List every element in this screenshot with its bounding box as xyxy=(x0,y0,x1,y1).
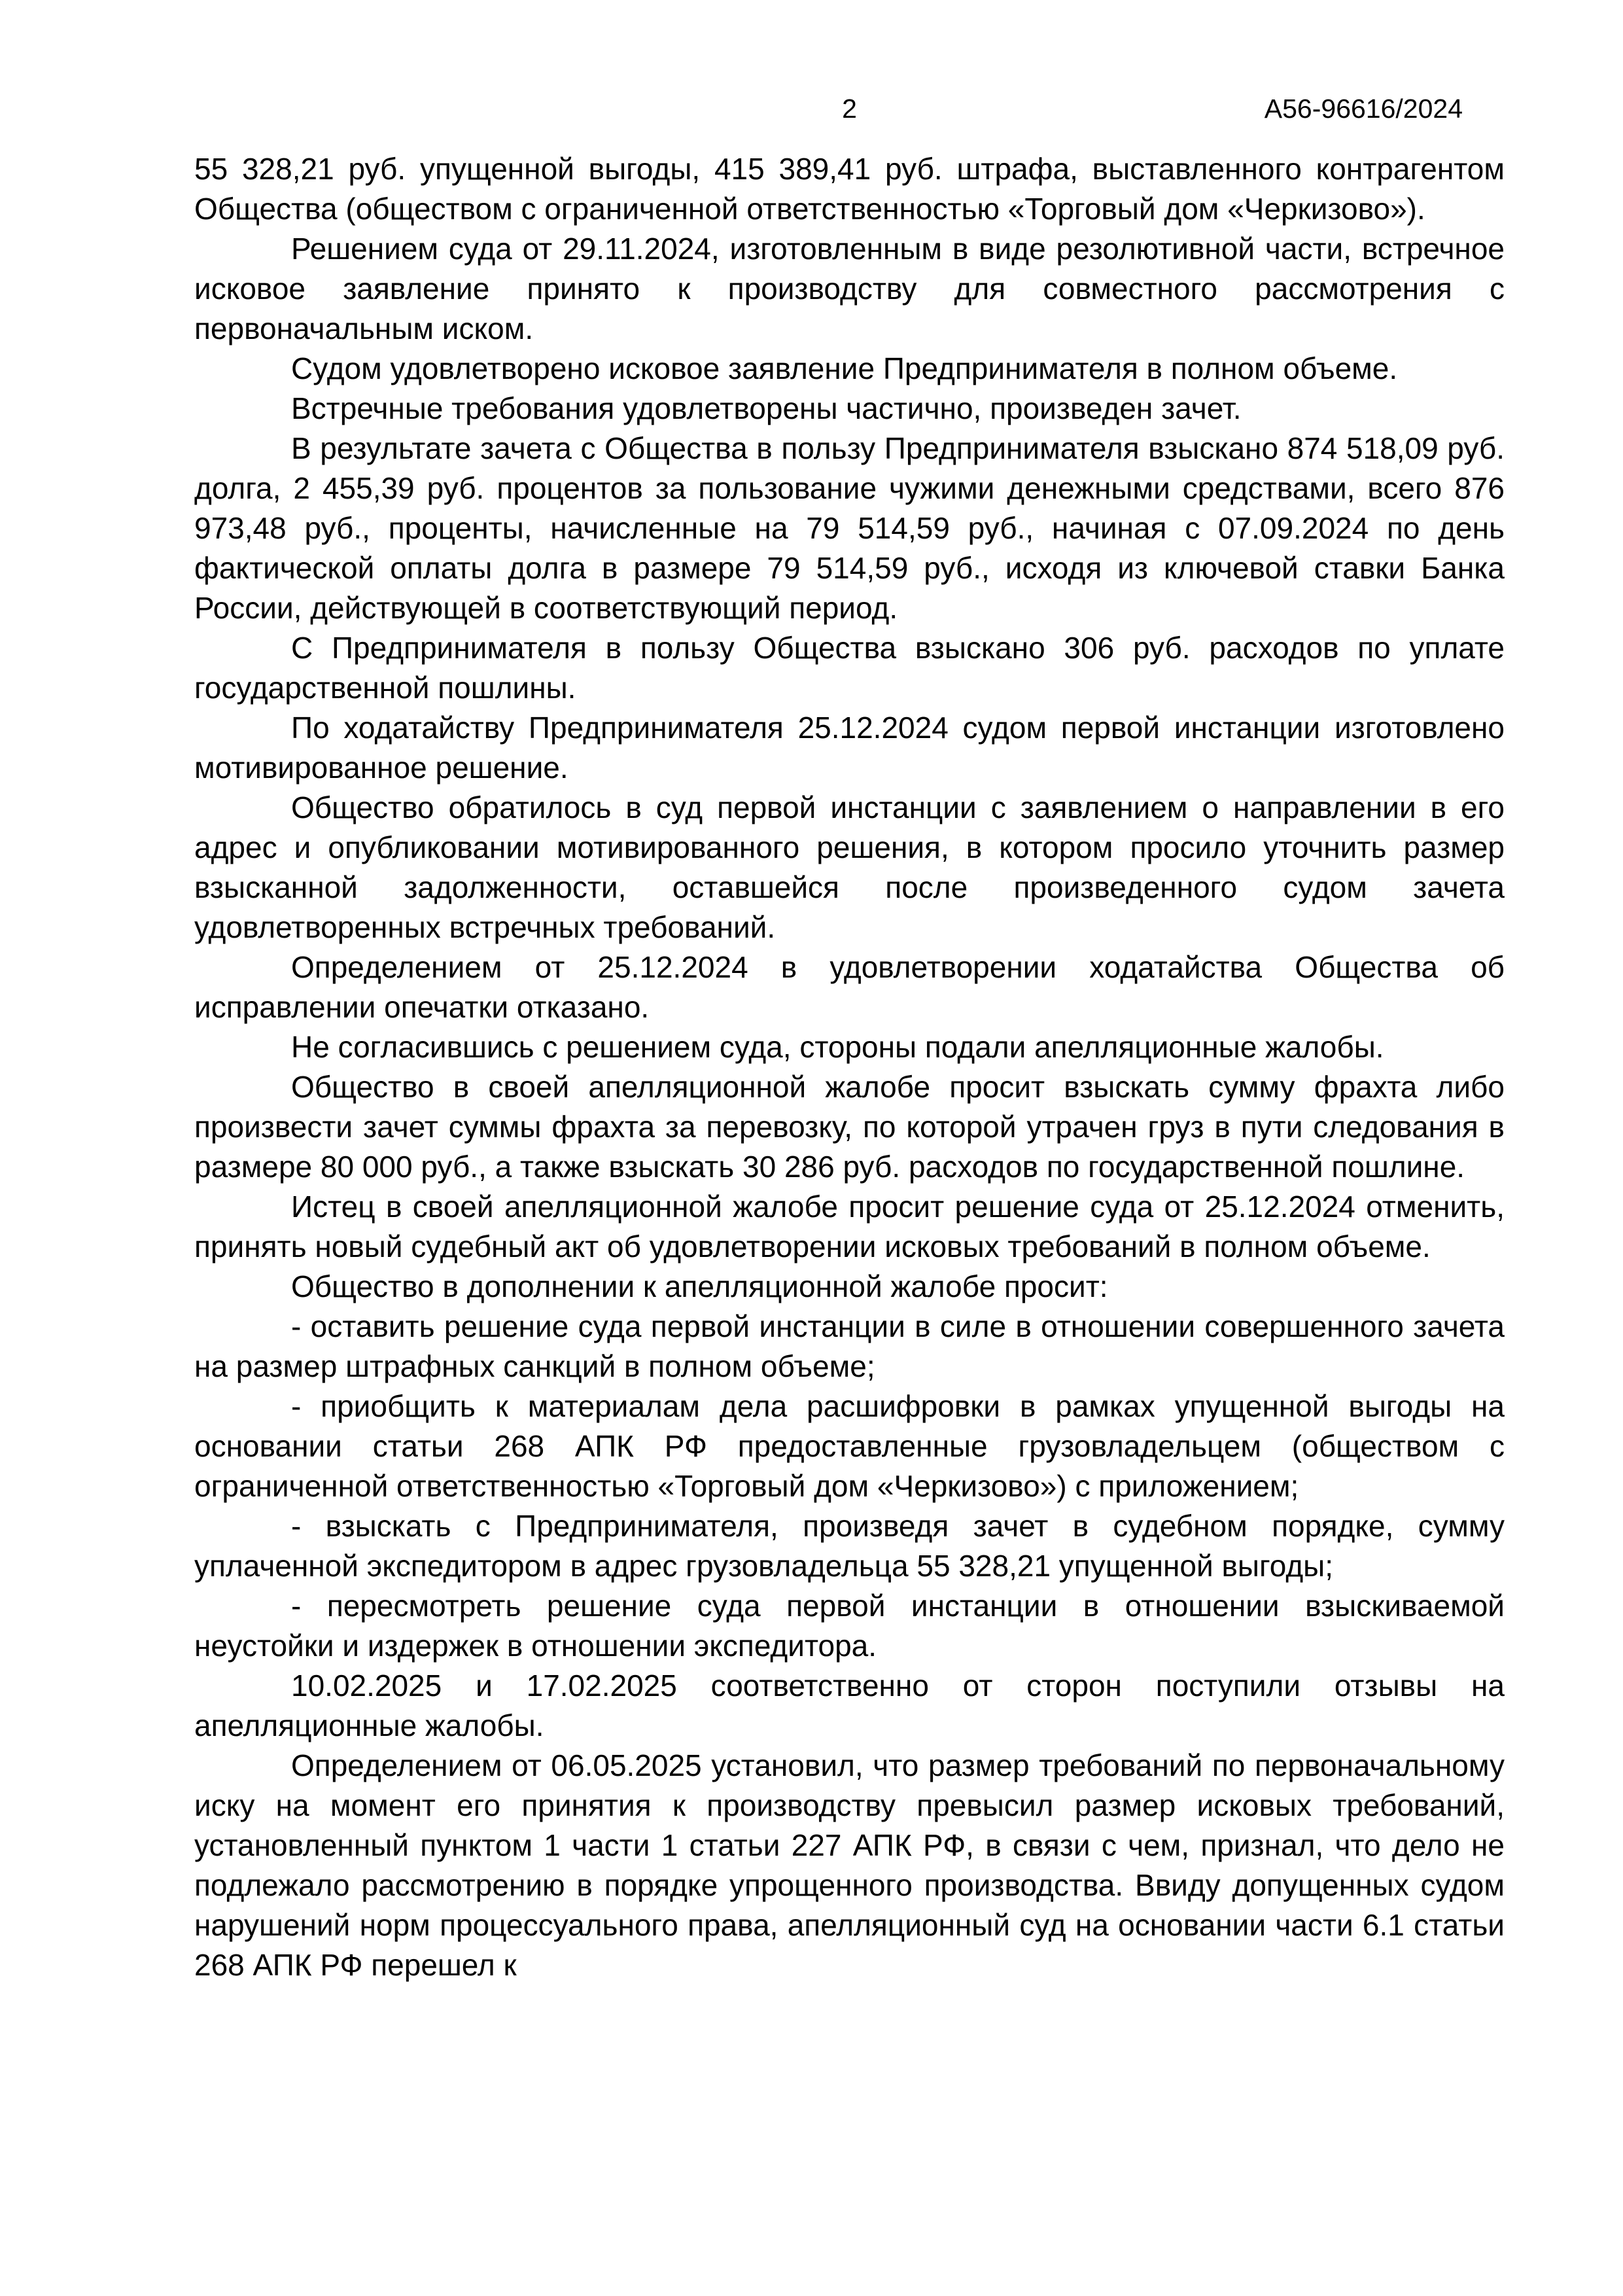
paragraph: Определением от 06.05.2025 установил, что размер требований по первоначальному иску на момент его принятия к производству превысил размер исковых требований, установленный пунктом 1 части 1 статьи 227 АПК РФ, в связи с чем, признал, что дело не подлежало рассмотрению в порядке упрощенного производства. Ввиду допущенных судом нарушений норм процессуального права, апелляционный суд на основании части 6.1 статьи 268 АПК РФ перешел к xyxy=(194,1748,1505,1982)
paragraph: Общество в своей апелляционной жалобе просит взыскать сумму фрахта либо произвести зачет суммы фрахта за перевозку, по которой утрачен груз в пути следования в размере 80 000 руб., а также взыскать 30 286 руб. расходов по государственной пошлине. xyxy=(194,1070,1505,1184)
paragraph: Решением суда от 29.11.2024, изготовленным в виде резолютивной части, встречное исковое заявление принято к производству для совместного рассмотрения с первоначальным иском. xyxy=(194,232,1505,345)
paragraph: 55 328,21 руб. упущенной выгоды, 415 389,41 руб. штрафа, выставленного контрагентом Общества (обществом с ограниченной ответственностью «Торговый дом «Черкизово»). xyxy=(194,152,1505,226)
paragraph: Определением от 25.12.2024 в удовлетворении ходатайства Общества об исправлении опечатки отказано. xyxy=(194,950,1505,1024)
paragraph: 10.02.2025 и 17.02.2025 соответственно от сторон поступили отзывы на апелляционные жалобы. xyxy=(194,1669,1505,1742)
paragraph: - оставить решение суда первой инстанции в силе в отношении совершенного зачета на размер штрафных санкций в полном объеме; xyxy=(194,1309,1505,1383)
paragraph: Судом удовлетворено исковое заявление Предпринимателя в полном объеме. xyxy=(291,351,1398,385)
paragraph: Истец в своей апелляционной жалобе просит решение суда от 25.12.2024 отменить, принять новый судебный акт об удовлетворении исковых требований в полном объеме. xyxy=(194,1190,1505,1263)
paragraph: С Предпринимателя в пользу Общества взыскано 306 руб. расходов по уплате государственной пошлины. xyxy=(194,631,1505,705)
page-header xyxy=(194,90,1505,127)
paragraph: - пересмотреть решение суда первой инстанции в отношении взыскиваемой неустойки и издержек в отношении экспедитора. xyxy=(194,1589,1505,1663)
document-body xyxy=(194,149,1505,1985)
paragraph: Не согласившись с решением суда, стороны подали апелляционные жалобы. xyxy=(291,1030,1384,1064)
paragraph: По ходатайству Предпринимателя 25.12.2024 судом первой инстанции изготовлено мотивированное решение. xyxy=(194,711,1505,785)
paragraph: - взыскать с Предпринимателя, произведя зачет в судебном порядке, сумму уплаченной экспедитором в адрес грузовладельца 55 328,21 упущенной выгоды; xyxy=(194,1509,1505,1583)
paragraph: Встречные требования удовлетворены частично, произведен зачет. xyxy=(291,391,1242,425)
paragraph: В результате зачета с Общества в пользу Предпринимателя взыскано 874 518,09 руб. долга, 2 455,39 руб. процентов за пользование чужими денежными средствами, всего 876 973,48 руб., проценты, начисленные на 79 514,59 руб., начиная с 07.09.2024 по день фактической оплаты долга в размере 79 514,59 руб., исходя из ключевой ставки Банка России, действующей в соответствующий период. xyxy=(194,431,1505,625)
paragraph: - приобщить к материалам дела расшифровки в рамках упущенной выгоды на основании статьи 268 АПК РФ предоставленные грузовладельцем (обществом с ограниченной ответственностью «Торговый дом «Черкизово») с приложением; xyxy=(194,1389,1505,1503)
page-number: 2 xyxy=(842,94,857,124)
paragraph: Общество в дополнении к апелляционной жалобе просит: xyxy=(291,1269,1108,1303)
case-number: А56-96616/2024 xyxy=(1264,94,1463,124)
paragraph: Общество обратилось в суд первой инстанции с заявлением о направлении в его адрес и опубликовании мотивированного решения, в котором просило уточнить размер взысканной задолженности, оставшейся после произведенного судом зачета удовлетворенных встречных требований. xyxy=(194,790,1505,944)
